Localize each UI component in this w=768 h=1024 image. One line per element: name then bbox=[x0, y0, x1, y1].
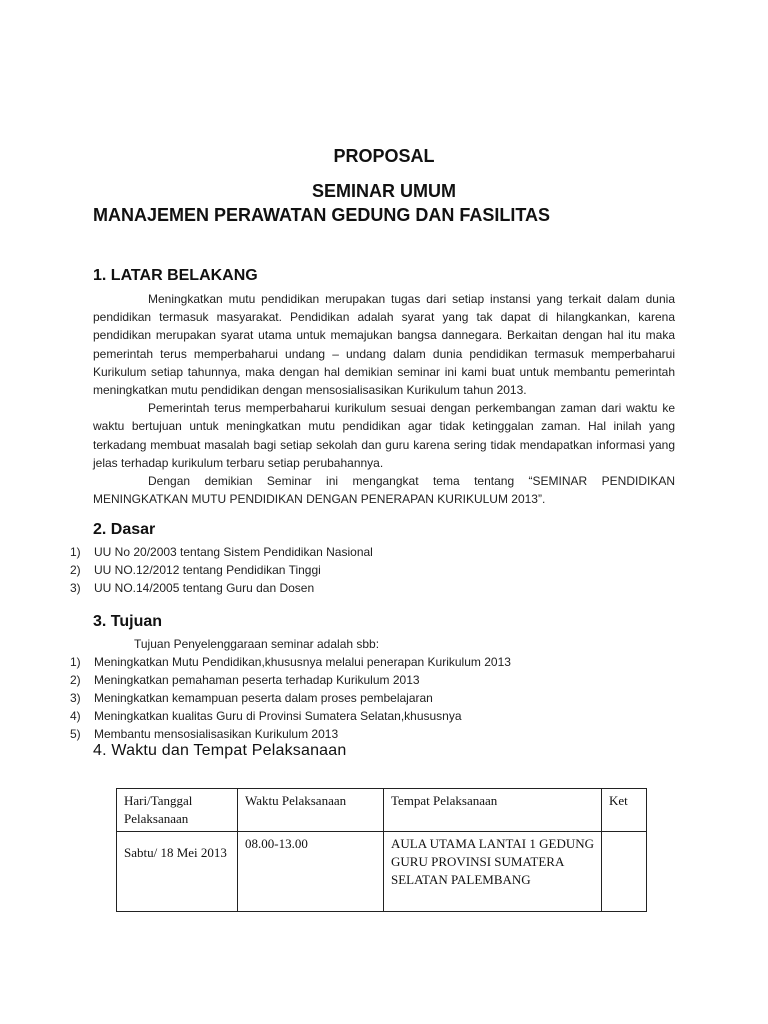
list-text: Meningkatkan Mutu Pendidikan,khususnya melalui penerapan Kurikulum 2013 bbox=[94, 655, 511, 669]
cell-waktu: 08.00-13.00 bbox=[238, 832, 384, 912]
paragraph: Pemerintah terus memperbaharui kurikulum sesuai dengan perkembangan zaman dari waktu ke waktu bertujuan untuk meningkatkan mutu pendidikan agar tidak ketinggalan zaman. Hal inilah yang terkadang membuat masalah bagi setiap sekolah dan guru karena sering tidak mendapatkan informasi yang jelas terhadap kurikulum terbaru setiap perubahannya. bbox=[93, 401, 675, 470]
cell-ket bbox=[602, 832, 647, 912]
tujuan-intro: Tujuan Penyelenggaraan seminar adalah sbb: bbox=[134, 637, 380, 651]
list-number: 1) bbox=[70, 545, 81, 559]
list-number: 5) bbox=[70, 727, 81, 741]
list-text: Membantu mensosialisasikan Kurikulum 2013 bbox=[94, 727, 339, 741]
paragraph: Dengan demikian Seminar ini mengangkat tema tentang “SEMINAR PENDIDIKAN MENINGKATKAN MUTU PENDIDIKAN DENGAN PENERAPAN KURIKULUM 2013”. bbox=[93, 474, 675, 507]
column-header-hari: Hari/Tanggal Pelaksanaan bbox=[117, 789, 238, 832]
list-text: UU No 20/2003 tentang Sistem Pendidikan Nasional bbox=[94, 545, 373, 559]
section-heading-waktu-tempat: 4. Waktu dan Tempat Pelaksanaan bbox=[93, 742, 347, 759]
document-subtitle: SEMINAR UMUM bbox=[312, 181, 456, 201]
list-number: 2) bbox=[70, 563, 81, 577]
column-header-tempat: Tempat Pelaksanaan bbox=[384, 789, 602, 832]
list-number: 3) bbox=[70, 581, 81, 595]
section-heading-tujuan: 3. Tujuan bbox=[93, 613, 163, 630]
section-heading-latar-belakang: 1. LATAR BELAKANG bbox=[93, 267, 258, 284]
list-text: Meningkatkan kemampuan peserta dalam proses pembelajaran bbox=[94, 691, 433, 705]
table-header-row bbox=[117, 789, 647, 832]
table-row bbox=[117, 832, 647, 912]
paragraph: Meningkatkan mutu pendidikan merupakan tugas dari setiap instansi yang terkait dalam dunia pendidikan termasuk masyarakat. Pendidikan adalah syarat yang tak dapat di hilangkankan, karena pendidikan merupakan syarat utama untuk memajukan bangsa dannegara. Berkaitan dengan hal itu maka pemerintah terus memperbaharui undang – undang dalam dunia pendidikan termasuk memperbaharui Kurikulum setiap tahunnya, maka dengan hal demikian seminar ini kami buat untuk membantu pemerintah meningkatkan mutu pendidikan dengan mensosialisasikan Kurikulum tahun 2013. bbox=[93, 292, 675, 398]
document-subtitle-topic: MANAJEMEN PERAWATAN GEDUNG DAN FASILITAS bbox=[93, 205, 551, 225]
latar-belakang-body bbox=[93, 290, 675, 508]
document-title: PROPOSAL bbox=[333, 146, 435, 166]
cell-hari: Sabtu/ 18 Mei 2013 bbox=[117, 832, 238, 912]
list-number: 2) bbox=[70, 673, 81, 687]
list-number: 1) bbox=[70, 655, 81, 669]
column-header-waktu: Waktu Pelaksanaan bbox=[238, 789, 384, 832]
list-text: Meningkatkan kualitas Guru di Provinsi Sumatera Selatan,khususnya bbox=[94, 709, 462, 723]
list-text: UU NO.12/2012 tentang Pendidikan Tinggi bbox=[94, 563, 321, 577]
list-text: UU NO.14/2005 tentang Guru dan Dosen bbox=[94, 581, 315, 595]
list-number: 4) bbox=[70, 709, 81, 723]
cell-tempat: AULA UTAMA LANTAI 1 GEDUNG GURU PROVINSI SUMATERA SELATAN PALEMBANG bbox=[384, 832, 602, 912]
column-header-ket: Ket bbox=[602, 789, 647, 832]
list-number: 3) bbox=[70, 691, 81, 705]
list-text: Meningkatkan pemahaman peserta terhadap Kurikulum 2013 bbox=[94, 673, 420, 687]
section-heading-dasar: 2. Dasar bbox=[93, 521, 156, 538]
schedule-table bbox=[116, 788, 647, 912]
